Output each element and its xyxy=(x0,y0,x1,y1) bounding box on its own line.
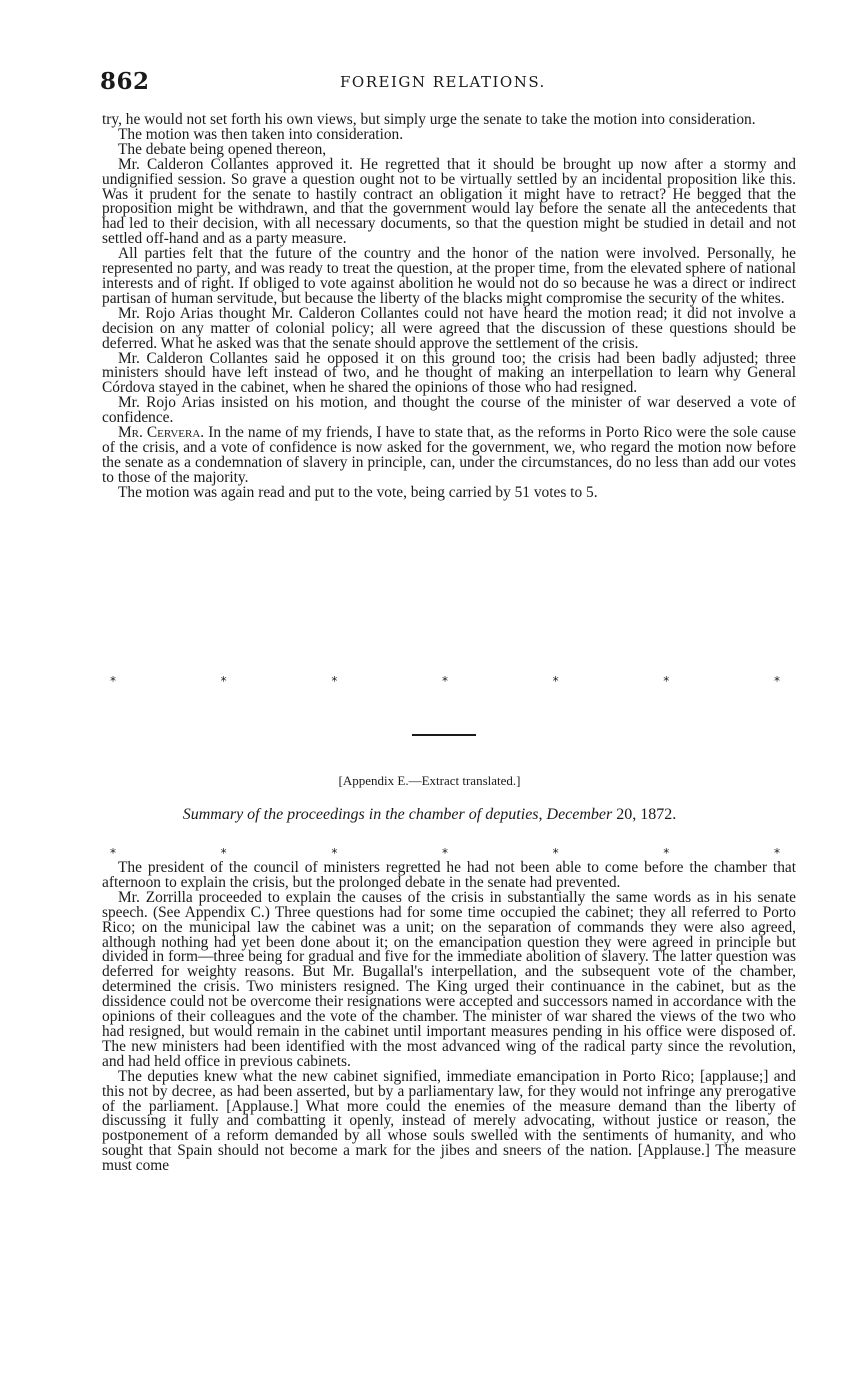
paragraph: The motion was then taken into consideration. xyxy=(118,125,404,143)
page-number: 862 xyxy=(100,68,150,95)
paragraph: Mr. Calderon Collantes approved it. He regretted that it should be brought up now after a stormy and undignified session. So grave a question ought not to be virtually settled by an incidental proposition like this. Was it prudent for the senate to hastily contract an obligation it might have to retract? He begged that the proposition might be withdrawn, and that the government would lay before the senate all the antecedents that had led to their decision, with all necessary documents, so that the question might be studied in detail and not settled off-hand and as a party measure. xyxy=(102,155,796,248)
paragraph: The deputies knew what the new cabinet signified, immediate emancipation in Porto Rico; [applause;] and this not by decree, as had been asserted, but by a parliamentary law, for they would not infringe any prerogative of the parliament. [Applause.] What more could the enemies of the measure demand than the liberty of discussing it fully and combatting it openly, instead of merely advocating, without justice or reason, the postponement of a reform demanded by all whose souls swelled with the sentiments of humanity, and who sought that Spain should not become a mark for the jibes and sneers of the nation. [Applause.] The measure must come xyxy=(102,1067,796,1175)
star: * xyxy=(552,846,559,860)
appendix-label: [Appendix E.—Extract translated.] xyxy=(338,773,521,788)
star: * xyxy=(441,846,448,860)
star: * xyxy=(773,674,780,688)
ellipsis-stars xyxy=(110,674,780,688)
star: * xyxy=(331,846,338,860)
star: * xyxy=(663,674,670,688)
summary-title-text: Summary of the proceedings in the chamber of deputies, December xyxy=(182,806,617,823)
star: * xyxy=(220,674,227,688)
running-head: FOREIGN RELATIONS. xyxy=(340,73,546,91)
star: * xyxy=(110,674,116,688)
paragraph: The debate being opened thereon, xyxy=(118,140,327,158)
paragraph: The motion was again read and put to the vote, being carried by 51 votes to 5. xyxy=(118,483,598,501)
ellipsis-stars xyxy=(110,846,780,860)
summary-title xyxy=(0,806,859,824)
page-header xyxy=(100,68,800,98)
star: * xyxy=(552,674,559,688)
paragraph: All parties felt that the future of the country and the honor of the nation were involved. Personally, he represented no party, and was ready to treat the question, at the proper time, from the elevated sphere of national interests and of right. If obliged to vote against abolition he would not do so because he was a direct or indirect partisan of human servitude, but because the liberty of the blacks might compromise the security of the whites. xyxy=(102,245,796,307)
star: * xyxy=(441,674,448,688)
star: * xyxy=(663,846,670,860)
paragraph: Mr. Rojo Arias thought Mr. Calderon Collantes could not have heard the motion read; it did not involve a decision on any matter of colonial policy; all were agreed that the discussion of these questions should be deferred. What he asked was that the senate should approve the settlement of the crisis. xyxy=(102,304,796,352)
senate-debate-text xyxy=(102,113,796,501)
paragraph: The president of the council of ministers regretted he had not been able to come before the chamber that afternoon to explain the crisis, but the prolonged debate in the senate had prevented. xyxy=(102,859,796,891)
star: * xyxy=(773,846,780,860)
star: * xyxy=(110,846,116,860)
summary-date: 20, 1872. xyxy=(616,806,677,823)
paragraph: Mr. Zorrilla proceeded to explain the causes of the crisis in substantially the same words as in his senate speech. (See Appendix C.) Three questions had for some time occupied the cabinet; they all referred to Porto Rico; on the municipal law the cabinet was a unit; on the separation of commands they were also agreed, although nothing had yet been done about it; on the emancipation question they were agreed in principle but divided in form—three being for gradual and five for the immediate abolition of slavery. The latter question was deferred for weighty reasons. But Mr. Bugallal's interpellation, and the subsequent vote of the chamber, determined the crisis. Two ministers resigned. The King urged their continuance in the cabinet, but as the dissidence could not be overcome their resignations were accepted and successors named in accordance with the opinions of their colleagues and the vote of the chamber. The minister of war shared the views of the two who had resigned, but would remain in the cabinet until important measures pending in his office were disposed of. The new ministers had been identified with the most advanced wing of the radical party since the revolution, and had held office in previous cabinets. xyxy=(102,888,796,1070)
star: * xyxy=(331,674,338,688)
deputies-proceedings-text xyxy=(102,861,796,1174)
speaker-name: Mr. Cervera. xyxy=(118,424,205,442)
paragraph: Mr. Rojo Arias insisted on his motion, and thought the course of the minister of war deserved a vote of confidence. xyxy=(102,394,796,427)
paragraph xyxy=(102,426,796,486)
paragraph: try, he would not set forth his own views, but simply urge the senate to take the motion into consideration. xyxy=(102,111,756,128)
star: * xyxy=(220,846,227,860)
speech-text: In the name of my friends, I have to state that, as the reforms in Porto Rico were the sole cause of the crisis, and a vote of confidence is now asked for the government, we, who regard the motion now before the senate as a condemnation of slavery in principle, can, under the circumstances, do no less than add our votes to those of the majority. xyxy=(102,424,797,486)
section-divider xyxy=(412,734,476,736)
paragraph: Mr. Calderon Collantes said he opposed it on this ground too; the crisis had been badly adjusted; three ministers should have left instead of two, and he thought of making an interpellation to learn why General Córdova stayed in the cabinet, when he shared the opinions of those who had resigned. xyxy=(102,349,796,397)
